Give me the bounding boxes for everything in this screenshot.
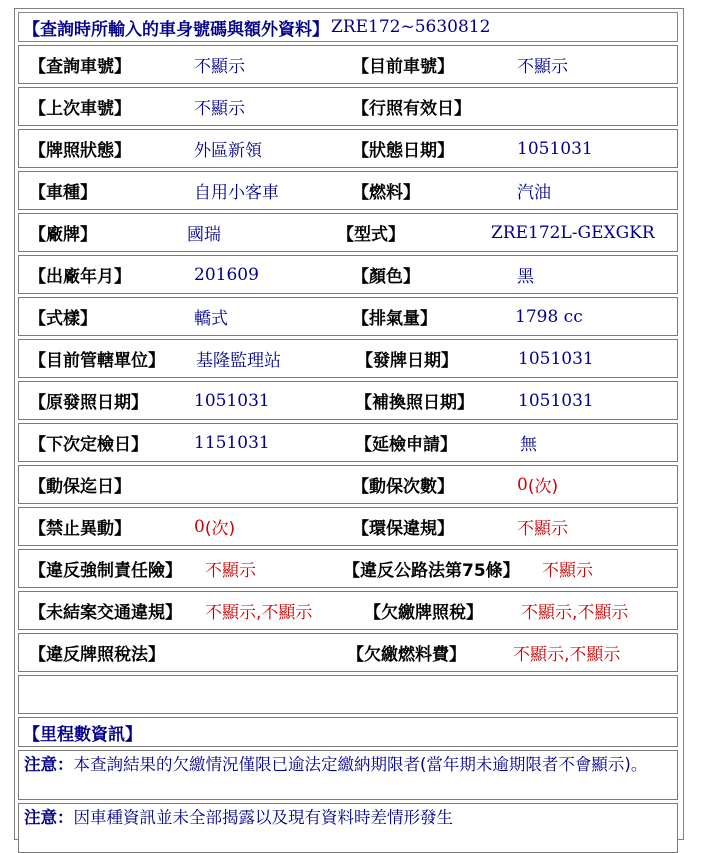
value-brand: 國瑞: [187, 225, 221, 245]
label-license-tax-violation: 【違反牌照稅法】: [29, 645, 165, 665]
table-row: [18, 423, 678, 462]
table-row: [18, 591, 678, 630]
result-table: [14, 8, 684, 840]
label-highway-act-violation: 【違反公路法第75條】: [343, 561, 520, 581]
label-plate-status: 【牌照狀態】: [29, 141, 131, 161]
empty-row: [18, 675, 678, 714]
value-lien-count-number: 0: [517, 474, 528, 495]
value-body-style: 轎式: [194, 309, 228, 329]
value-fuel: 汽油: [517, 183, 551, 203]
label-inspection-extension: 【延檢申請】: [355, 435, 457, 455]
label-plate-issue-date: 【發牌日期】: [356, 351, 458, 371]
table-row: [18, 171, 678, 210]
note-text: [24, 754, 669, 776]
value-vehicle-type: 自用小客車: [194, 183, 279, 203]
label-vehicle-type: 【車種】: [29, 183, 97, 203]
mileage-title: 【里程數資訊】: [23, 724, 142, 745]
label-previous-plate: 【上次車號】: [29, 99, 131, 119]
value-previous-plate: 不顯示: [194, 99, 245, 119]
label-unsettled-traffic-violation: 【未結案交通違規】: [29, 603, 182, 623]
note-body: 本查詢結果的欠繳情況僅限已逾法定繳納期限者(當年期未逾期限者不會顯示)。: [73, 755, 648, 774]
table-row: [18, 549, 678, 588]
table-row: [18, 45, 678, 84]
value-transfer-prohibited-unit: (次): [204, 519, 236, 539]
label-reissue-date: 【補換照日期】: [355, 393, 474, 413]
value-displacement: 1798 cc: [515, 306, 583, 327]
label-displacement: 【排氣量】: [352, 309, 437, 329]
value-unsettled-traffic-violation: 不顯示,不顯示: [205, 603, 313, 623]
value-lien-count-unit: (次): [527, 477, 559, 497]
label-current-plate: 【目前車號】: [352, 57, 454, 77]
note-row: [18, 803, 678, 853]
table-row: [18, 633, 678, 672]
table-row: [18, 255, 678, 294]
label-model: 【型式】: [337, 225, 405, 245]
label-fuel: 【燃料】: [352, 183, 420, 203]
table-row: [18, 507, 678, 546]
value-plate-status: 外區新領: [194, 141, 262, 161]
value-next-inspection: 1151031: [194, 432, 270, 453]
note-label: 注意：: [24, 808, 74, 827]
note-text: [24, 807, 669, 829]
value-plate-issue-date: 1051031: [518, 348, 594, 369]
value-transfer-prohibited: [194, 508, 235, 545]
table-row: [18, 381, 678, 420]
table-row: [18, 129, 678, 168]
value-manufacture-date: 201609: [194, 264, 259, 285]
value-highway-act-violation: 不顯示: [542, 561, 593, 581]
note-row: [18, 750, 678, 800]
label-next-inspection: 【下次定檢日】: [29, 435, 148, 455]
value-environmental-violation: 不顯示: [517, 519, 568, 539]
query-header-title: 【查詢時所輸入的車身號碼與額外資料】: [23, 19, 329, 40]
label-status-date: 【狀態日期】: [352, 141, 454, 161]
label-lien-expiry: 【動保迄日】: [29, 477, 131, 497]
table-row: [18, 87, 678, 126]
label-color: 【顏色】: [352, 267, 420, 287]
query-vin: ZRE172~5630812: [331, 17, 491, 37]
label-lien-count: 【動保次數】: [352, 477, 454, 497]
value-status-date: 1051031: [517, 138, 593, 159]
table-row: [18, 213, 678, 252]
label-unpaid-license-tax: 【欠繳牌照稅】: [364, 603, 483, 623]
table-row: [18, 465, 678, 504]
value-query-plate: 不顯示: [194, 57, 245, 77]
label-environmental-violation: 【環保違規】: [352, 519, 454, 539]
value-compulsory-insurance-violation: 不顯示: [205, 561, 256, 581]
label-brand: 【廠牌】: [29, 225, 97, 245]
label-compulsory-insurance-violation: 【違反強制責任險】: [29, 561, 182, 581]
query-header: [23, 13, 490, 41]
label-unpaid-fuel-fee: 【欠繳燃料費】: [347, 645, 466, 665]
label-query-plate: 【查詢車號】: [29, 57, 131, 77]
table-row: [18, 339, 678, 378]
value-unpaid-fuel-fee: 不顯示,不顯示: [513, 645, 621, 665]
label-manufacture-date: 【出廠年月】: [29, 267, 131, 287]
label-original-issue-date: 【原發照日期】: [29, 393, 148, 413]
value-color: 黑: [517, 267, 534, 287]
value-model: ZRE172L-GEXGKR: [491, 222, 655, 243]
table-row: [18, 297, 678, 336]
label-body-style: 【式樣】: [29, 309, 97, 329]
label-jurisdiction: 【目前管轄單位】: [29, 351, 165, 371]
value-reissue-date: 1051031: [518, 390, 594, 411]
label-transfer-prohibited: 【禁止異動】: [29, 519, 131, 539]
value-jurisdiction: 基隆監理站: [196, 351, 281, 371]
value-current-plate: 不顯示: [517, 57, 568, 77]
value-original-issue-date: 1051031: [194, 390, 270, 411]
value-inspection-extension: 無: [520, 435, 537, 455]
query-header-row: [18, 12, 678, 42]
mileage-header-row: [18, 717, 678, 747]
value-lien-count: [517, 466, 558, 503]
note-body: 因車種資訊並未全部揭露以及現有資料時差情形發生: [73, 808, 453, 827]
value-unpaid-license-tax: 不顯示,不顯示: [521, 603, 629, 623]
label-license-valid-date: 【行照有效日】: [352, 99, 471, 119]
note-label: 注意：: [24, 755, 74, 774]
value-transfer-prohibited-number: 0: [194, 516, 205, 537]
